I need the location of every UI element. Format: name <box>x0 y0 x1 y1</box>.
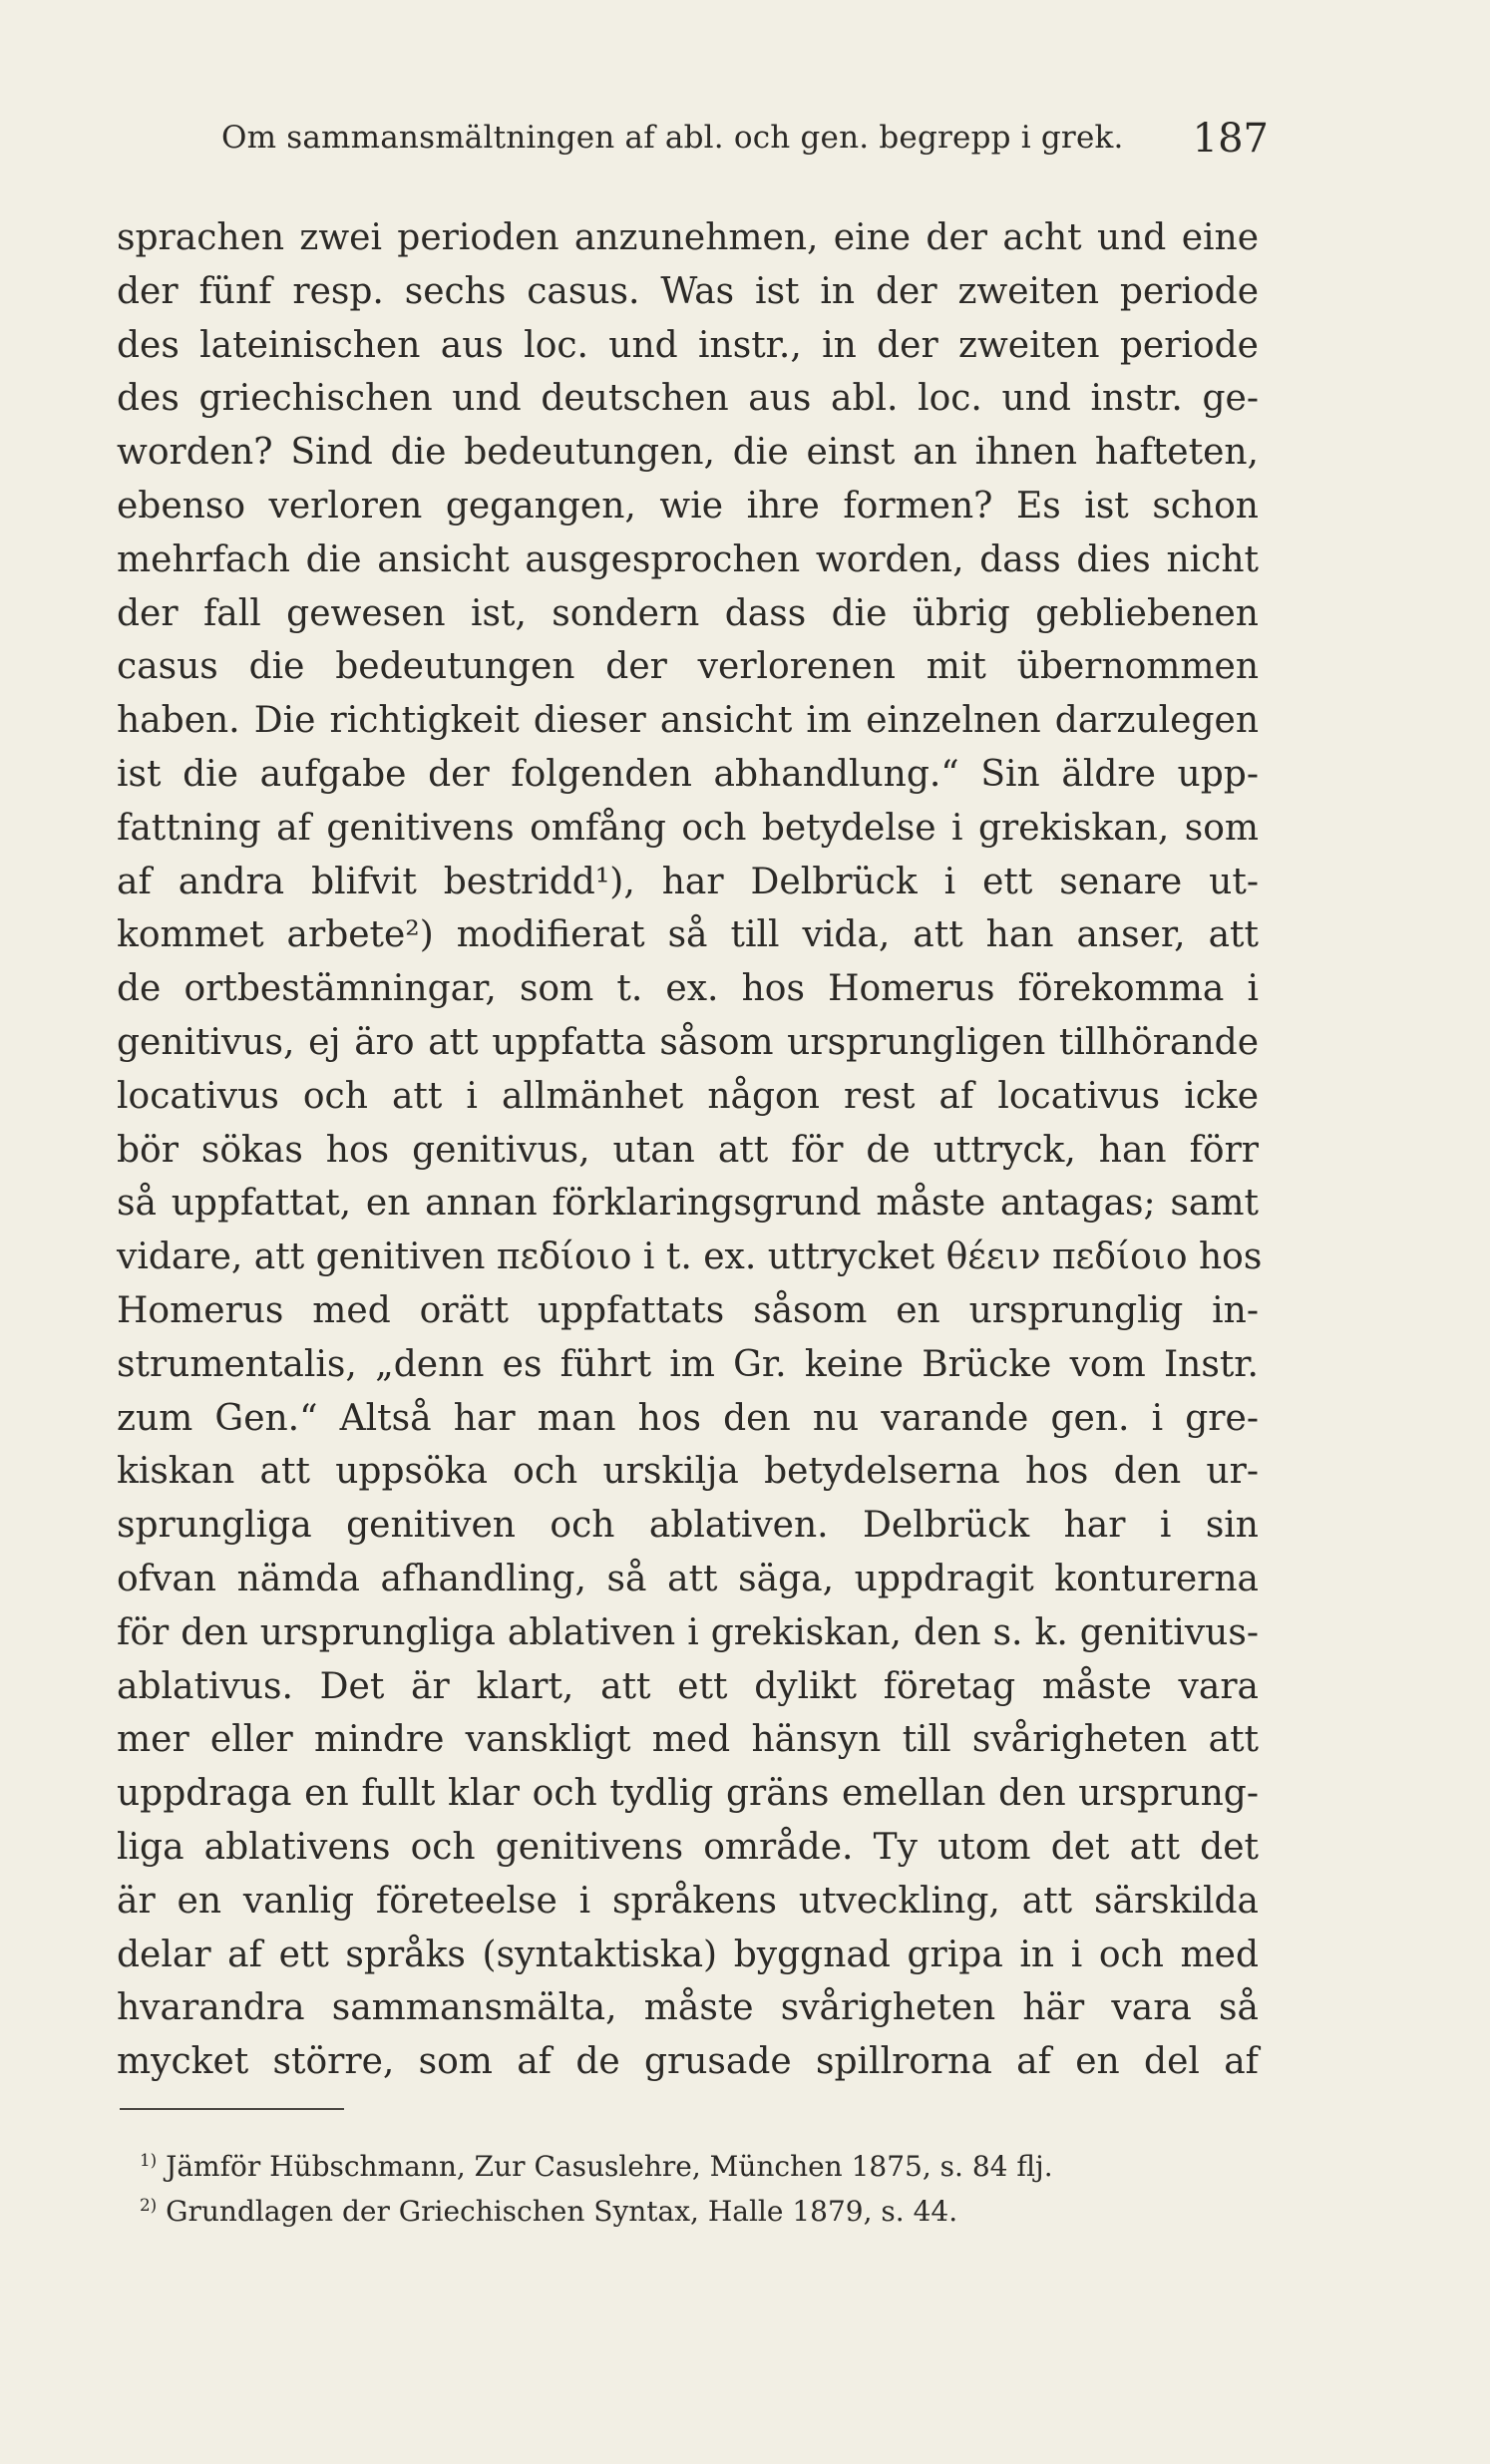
text-line: haben. Die richtigkeit dieser ansicht im einzelnen darzulegen <box>117 700 1259 742</box>
footnote-mark: 2) <box>140 2194 158 2215</box>
text-line: är en vanlig företeelse i språkens utveckling, att särskilda <box>117 1880 1259 1922</box>
running-head <box>221 116 1269 166</box>
footnotes <box>140 2144 1257 2234</box>
text-line: mer eller mindre vanskligt med hänsyn till svårigheten att <box>117 1719 1259 1761</box>
text-line: mycket större, som af de grusade spillrorna af en del af <box>117 2041 1259 2083</box>
text-line: delar af ett språks (syntaktiska) byggnad gripa in i och med <box>117 1934 1259 1975</box>
text-line: der fall gewesen ist, sondern dass die übrig gebliebenen <box>117 592 1259 634</box>
footnote-1 <box>140 2144 1257 2189</box>
text-line: sprachen zwei perioden anzunehmen, eine der acht und eine <box>117 217 1259 258</box>
text-line: mehrfach die ansicht ausgesprochen worden, dass dies nicht <box>117 538 1259 580</box>
page-number: 187 <box>1192 116 1269 162</box>
text-line: worden? Sind die bedeutungen, die einst an ihnen hafteten, <box>117 432 1259 474</box>
text-line: locativus och att i allmänhet någon rest af locativus icke <box>117 1075 1259 1117</box>
text-line: kommet arbete²) modifierat så till vida, att han anser, att <box>117 914 1259 956</box>
text-line: ist die aufgabe der folgenden abhandlung.“ Sin äldre upp- <box>117 753 1259 795</box>
footnote-mark: 1) <box>140 2149 158 2170</box>
footnote-rule <box>120 2108 344 2110</box>
text-line: för den ursprungliga ablativen i grekiskan, den s. k. genitivus- <box>117 1611 1259 1653</box>
text-line: fattning af genitivens omfång och betydelse i grekiskan, som <box>117 807 1259 849</box>
text-line: ebenso verloren gegangen, wie ihre formen? Es ist schon <box>117 485 1259 527</box>
text-line: der fünf resp. sechs casus. Was ist in der zweiten periode <box>117 270 1259 312</box>
body-text <box>117 211 1263 2089</box>
text-line: kiskan att uppsöka och urskilja betydelserna hos den ur- <box>117 1451 1259 1493</box>
footnote-text: Grundlagen der Griechischen Syntax, Halle 1879, s. 44. <box>166 2195 958 2228</box>
text-line: des griechischen und deutschen aus abl. loc. und instr. ge- <box>117 378 1259 420</box>
text-line: Homerus med orätt uppfattats såsom en ursprunglig in- <box>117 1289 1259 1331</box>
footnote-2 <box>140 2189 1257 2234</box>
text-line: ofvan nämda afhandling, så att säga, uppdragit konturerna <box>117 1558 1259 1599</box>
text-line: genitivus, ej äro att uppfatta såsom ursprungligen tillhörande <box>117 1021 1259 1063</box>
text-line: bör sökas hos genitivus, utan att för de uttryck, han förr <box>117 1129 1259 1171</box>
text-line: casus die bedeutungen der verlorenen mit übernommen <box>117 646 1259 688</box>
running-title: Om sammansmältningen af abl. och gen. begrepp i grek. <box>221 120 1124 156</box>
text-line: de ortbestämningar, som t. ex. hos Homerus förekomma i <box>117 968 1259 1010</box>
text-line: strumentalis, „denn es führt im Gr. keine Brücke vom Instr. <box>117 1343 1259 1385</box>
text-line: zum Gen.“ Altså har man hos den nu varande gen. i gre- <box>117 1397 1259 1439</box>
text-line: så uppfattat, en annan förklaringsgrund måste antagas; samt <box>117 1183 1259 1225</box>
text-line: uppdraga en fullt klar och tydlig gräns emellan den ursprung- <box>117 1773 1259 1815</box>
text-line: liga ablativens och genitivens område. Ty utom det att det <box>117 1826 1259 1868</box>
text-line: vidare, att genitiven πεδίοιο i t. ex. uttrycket θέειν πεδίοιο hos <box>117 1236 1263 1278</box>
text-line: ablativus. Det är klart, att ett dylikt företag måste vara <box>117 1665 1259 1707</box>
footnote-text: Jämför Hübschmann, Zur Casuslehre, München 1875, s. 84 flj. <box>166 2150 1053 2183</box>
text-line: sprungliga genitiven och ablativen. Delbrück har i sin <box>117 1505 1259 1547</box>
text-line: af andra blifvit bestridd¹), har Delbrück i ett senare ut- <box>117 861 1259 902</box>
text-line: des lateinischen aus loc. und instr., in der zweiten periode <box>117 324 1259 366</box>
text-line: hvarandra sammansmälta, måste svårigheten här vara så <box>117 1987 1259 2029</box>
